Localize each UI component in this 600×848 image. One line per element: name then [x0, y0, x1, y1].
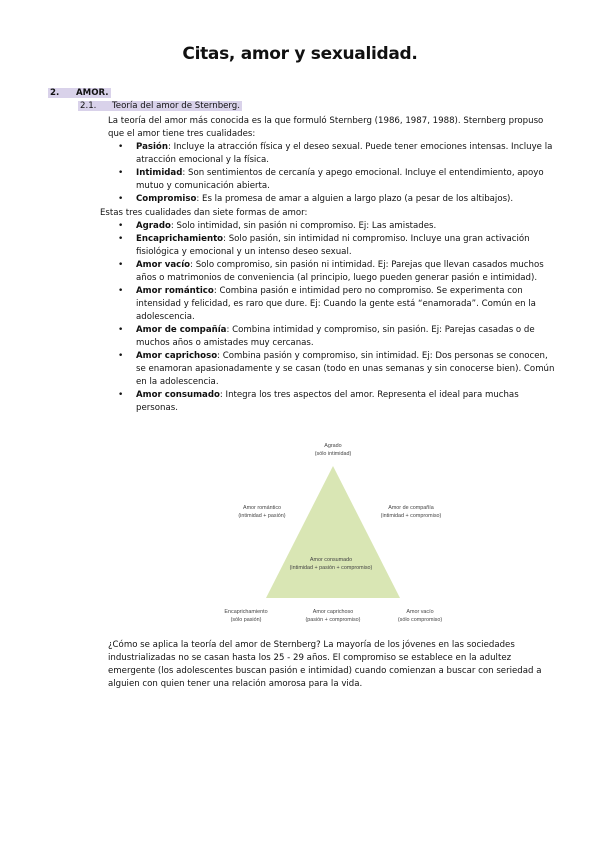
label-bottom-left-desc: (sólo pasión) [230, 617, 262, 623]
form-text: : Combina pasión e intimidad pero no compromiso. Se experimenta con intensidad y felicidad, es raro que dure. Ej: Cuando la gente está “enamorada”. Común en la adolescencia. [136, 286, 536, 322]
form-item [108, 389, 560, 415]
form-term: Amor de compañía [136, 325, 227, 335]
label-top-desc: (sólo intimidad) [314, 451, 352, 457]
section-label: AMOR. [76, 88, 109, 98]
subsection-heading [78, 101, 242, 111]
love-triangle-diagram [216, 436, 450, 626]
label-left-desc: (intimidad + pasión) [238, 513, 286, 519]
subsection-number: 2.1. [80, 101, 97, 111]
quality-item [108, 193, 560, 206]
quality-text: : Es la promesa de amar a alguien a largo plazo (a pesar de los altibajos). [196, 194, 514, 204]
label-left-name: Amor romántico [242, 505, 282, 511]
form-item [108, 350, 560, 389]
section-number: 2. [50, 88, 60, 98]
body-text [100, 115, 560, 415]
quality-term: Intimidad [136, 168, 183, 178]
form-term: Amor vacío [136, 260, 191, 270]
quality-text: : Incluye la atracción física y el deseo sexual. Puede tener emociones intensas. Incluye la atracción emocional y la física. [136, 142, 553, 165]
form-text: : Solo pasión, sin intimidad ni compromiso. Incluye una gran activación fisiológica y emocional y un intenso deseo sexual. [136, 234, 530, 257]
forms-intro: Estas tres cualidades dan siete formas de amor: [100, 208, 308, 218]
qualities-list [108, 141, 560, 206]
form-text: : Combina intimidad y compromiso, sin pasión. Ej: Parejas casadas o de muchos años o amistades muy cercanas. [136, 325, 535, 348]
form-term: Encaprichamiento [136, 234, 224, 244]
label-bottom-left-name: Encaprichamiento [224, 609, 268, 615]
form-item [108, 220, 560, 233]
label-bottom-right-desc: (sólo compromiso) [397, 617, 443, 623]
quality-item [108, 141, 560, 167]
form-term: Amor romántico [136, 286, 214, 296]
label-center-name: Amor consumado [309, 557, 353, 563]
section-heading [48, 88, 111, 98]
closing-paragraph: ¿Cómo se aplica la teoría del amor de Sternberg? La mayoría de los jóvenes en las sociedades industrializadas no se casan hasta los 25 - 29 años. El compromiso se establece en la adultez emergente (los adolescentes buscan pasión e intimidad) cuando comienzan a buscar con seriedad a alguien con quien tener una relación amorosa para la vida. [108, 640, 542, 689]
label-bottom-mid-name: Amor caprichoso [312, 609, 354, 615]
forms-list [108, 220, 560, 415]
intro-paragraph: La teoría del amor más conocida es la que formuló Sternberg (1986, 1987, 1988). Sternberg propuso que el amor tiene tres cualidades: [108, 116, 544, 139]
label-right-desc: (intimidad + compromiso) [380, 513, 442, 519]
label-center-desc: (intimidad + pasión + compromiso) [289, 565, 373, 571]
label-right-name: Amor de compañía [388, 505, 434, 511]
quality-term: Compromiso [136, 194, 197, 204]
triangle-shape [266, 466, 400, 598]
form-text: : Solo compromiso, sin pasión ni intimidad. Ej: Parejas que llevan casados muchos años o matrimonios de conveniencia (al principio, luego pueden generar pasión e intimidad). [136, 260, 544, 283]
form-term: Amor caprichoso [136, 351, 218, 361]
form-item [108, 233, 560, 259]
label-top-name: Agrado [324, 443, 342, 449]
page-title: Citas, amor y sexualidad. [182, 44, 418, 64]
form-term: Amor consumado [136, 390, 220, 400]
subsection-label: Teoría del amor de Sternberg. [112, 101, 240, 111]
form-text: : Integra los tres aspectos del amor. Representa el ideal para muchas personas. [136, 390, 519, 413]
quality-term: Pasión [136, 142, 168, 152]
form-item [108, 285, 560, 324]
form-item [108, 324, 560, 350]
form-item [108, 259, 560, 285]
form-term: Agrado [136, 221, 171, 231]
form-text: : Combina pasión y compromiso, sin intimidad. Ej: Dos personas se conocen, se enamoran apasionadamente y se casan (todo en unas semanas y sin conocerse bien). Común en la adolescencia. [136, 351, 555, 387]
quality-text: : Son sentimientos de cercanía y apego emocional. Incluye el entendimiento, apoyo mutuo y comunicación abierta. [136, 168, 544, 191]
form-text: : Solo intimidad, sin pasión ni compromiso. Ej: Las amistades. [170, 221, 437, 231]
label-bottom-right-name: Amor vacío [406, 609, 434, 615]
quality-item [108, 167, 560, 193]
label-bottom-mid-desc: (pasión + compromiso) [305, 617, 361, 623]
